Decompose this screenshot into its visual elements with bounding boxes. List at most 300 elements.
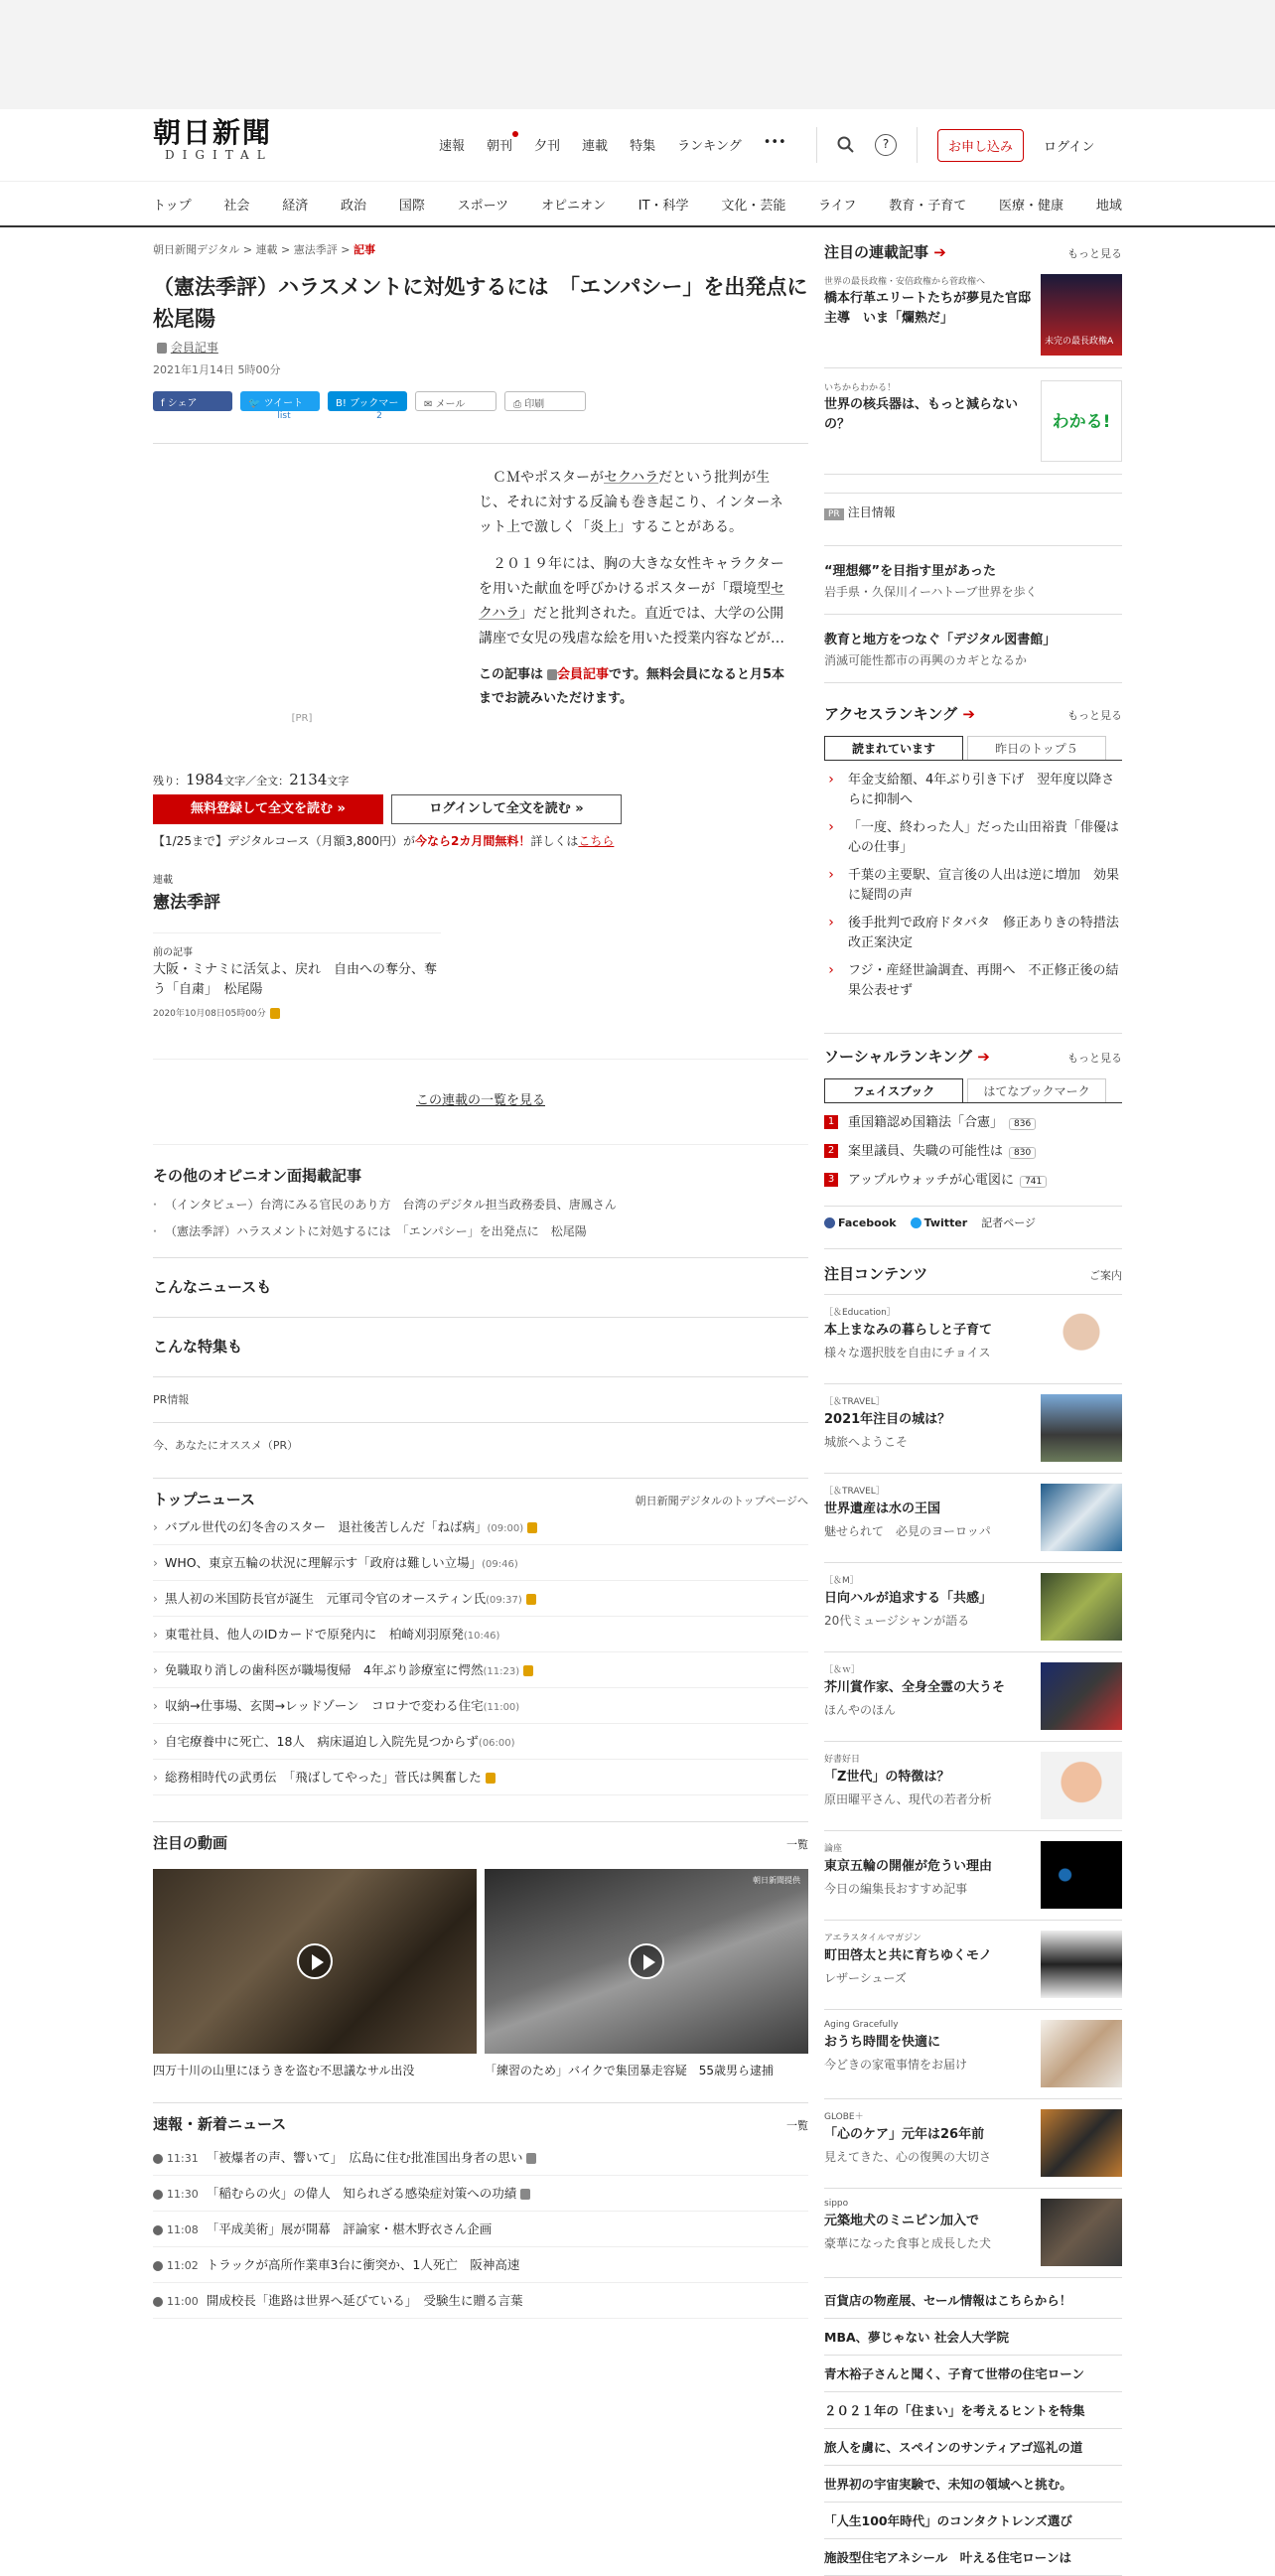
rank-arrow-icon: › — [828, 867, 834, 883]
pr-tag: PR — [824, 508, 844, 520]
recommend-pr: 今、あなたにオススメ（PR） — [153, 1422, 808, 1468]
featured-source: ［＆TRAVEL］ — [824, 1397, 885, 1407]
tw-count[interactable]: list — [277, 411, 291, 421]
more-menu-icon[interactable]: ••• — [763, 135, 786, 150]
news-time: (09:46) — [482, 1559, 518, 1570]
promo-link[interactable]: こちら — [578, 834, 615, 848]
featured-text — [824, 1573, 1033, 1642]
social-ranking-list — [824, 1109, 1122, 1196]
nav-sokuho[interactable]: 速報 — [439, 139, 466, 154]
access-ranking-heading[interactable] — [824, 703, 975, 724]
serial-label: 世界の最長政権・安倍政権から菅政権へ — [824, 277, 986, 287]
sponsored-link[interactable]: 旅人を虜に、スペインのサンティアゴ巡礼の道 — [824, 2429, 1122, 2466]
logo-sub: DIGITAL — [165, 148, 273, 162]
videos-heading: 注目の動画 — [153, 1834, 228, 1852]
featured-source: ［＆M］ — [824, 1576, 859, 1586]
featured-list — [824, 1295, 1122, 2278]
remaining-chars — [153, 771, 808, 788]
featured-text — [824, 2199, 1033, 2267]
lock-icon — [486, 1773, 496, 1784]
social-title: 案里議員、失職の可能性は — [848, 1144, 1004, 1159]
prev-title: 大阪・ミナミに活気よ、戻れ 自由への奪分、奪う「自粛」 松尾陽 — [153, 962, 438, 997]
social-title: 重国籍認め国籍法「合憲」 — [848, 1115, 1004, 1130]
share-count-badge: 830 — [1009, 1147, 1036, 1159]
category-item[interactable]: 国際 — [398, 198, 425, 214]
crumb-series[interactable]: 憲法季評 — [293, 243, 338, 256]
featured-title: 東京五輪の開催が危うい理由 — [824, 1859, 993, 1874]
featured-text — [824, 1484, 1033, 1552]
featured-guide-link[interactable]: ご案内 — [1089, 1269, 1122, 1282]
facebook-link[interactable] — [824, 1216, 897, 1229]
pr-info: PR情報 — [153, 1376, 808, 1422]
notice-b: です。無料会員になると月5本までお読みいただけます。 — [479, 667, 785, 706]
featured-thumbnail — [1041, 2199, 1122, 2266]
featured-text — [824, 2020, 1033, 2088]
featured-title: 世界遺産は水の王国 — [824, 1502, 941, 1516]
featured-title: おうち時間を快適に — [824, 2035, 941, 2050]
remain-label: 残り： — [153, 775, 186, 787]
top-news-heading: トップニュース — [153, 1491, 256, 1508]
crumb-current: 記事 — [354, 243, 375, 256]
mail-button[interactable]: ✉ メール — [415, 391, 496, 411]
sidebar — [824, 227, 1122, 2576]
series-name[interactable]: 憲法季評 — [153, 893, 220, 913]
featured-sub: 見えてきた、心の復興の大切さ — [824, 2150, 992, 2164]
keyword-link[interactable]: セクハラ — [604, 470, 659, 486]
news-title: 自宅療養中に死亡、18人 病床逼迫し入院先見つからず — [165, 1734, 479, 1749]
latest-time: 11:08 — [167, 2223, 199, 2236]
featured-item[interactable] — [824, 1295, 1122, 1384]
lock-icon — [523, 1665, 533, 1676]
featured-source: sippo — [824, 2199, 849, 2209]
category-item[interactable]: 地域 — [1095, 198, 1122, 214]
member-badge[interactable] — [153, 339, 808, 356]
paragraph-1 — [479, 466, 786, 540]
news-title: 東電社員、他人のIDカードで原発内に 柏崎刈羽原発 — [165, 1627, 464, 1642]
related-news-heading: こんなニュースも — [153, 1278, 272, 1296]
featured-sub: 豪華になった食事と成長した犬 — [824, 2236, 992, 2250]
featured-title: 「Z世代」の特徴は？ — [824, 1770, 950, 1785]
hatena-bookmark-button[interactable]: B! ブックマーク — [328, 391, 407, 411]
twitter-icon — [911, 1217, 921, 1228]
social-rank-item[interactable] — [824, 1109, 1122, 1138]
ad-label: [PR] — [291, 713, 313, 724]
video-thumbnail-monkey — [153, 1869, 477, 2054]
keyword-link[interactable]: セクハラ — [479, 581, 784, 622]
news-item[interactable] — [153, 1652, 808, 1688]
featured-item[interactable] — [824, 2189, 1122, 2278]
featured-item[interactable] — [824, 1831, 1122, 1921]
featured-title: 町田啓太と共に育ちゆくモノ — [824, 1948, 992, 1963]
help-icon[interactable]: ? — [875, 134, 897, 156]
rank-arrow-icon: › — [828, 772, 834, 787]
featured-text — [824, 1394, 1033, 1463]
category-item[interactable]: 教育・子育て — [889, 198, 967, 214]
sponsored-link[interactable]: 百貨店の物産展、セール情報はこちらから！ — [824, 2282, 1122, 2319]
register-read-button[interactable]: 無料登録して全文を読む » — [153, 794, 383, 824]
fb-label: シェア — [167, 398, 198, 409]
pr-title: 教育と地方をつなぐ「デジタル図書館」 — [824, 633, 1057, 647]
news-title: 総務相時代の武勇伝 「飛ばしてやった」菅氏は興奮した — [165, 1770, 482, 1785]
promo-b: 詳しくは — [530, 834, 579, 848]
arrow-icon: ➔ — [962, 705, 975, 723]
pr-box — [824, 493, 1122, 683]
news-item[interactable] — [153, 1688, 808, 1724]
sponsored-link[interactable]: ２０２１年の「住まい」を考えるヒントを特集 — [824, 2392, 1122, 2429]
remain-mid: 文字／全文： — [223, 775, 290, 787]
breadcrumb: 朝日新聞デジタル > 連載 > 憲法季評 > 記事 — [153, 243, 375, 256]
featured-text — [824, 1305, 1033, 1373]
top-news-section — [153, 1478, 808, 1795]
serial-heading[interactable] — [824, 241, 946, 262]
site-header — [141, 109, 1134, 181]
serial-thumbnail — [1041, 274, 1122, 356]
top-page-link[interactable]: 朝日新聞デジタルのトップページへ — [635, 1495, 808, 1507]
lock-icon — [270, 1008, 280, 1019]
news-time: (06:00) — [478, 1738, 515, 1749]
news-title: 免職取り消しの歯科医が職場復帰 4年ぶり診療室に愕然 — [165, 1662, 484, 1677]
news-item[interactable] — [153, 1724, 808, 1760]
access-more-link[interactable]: もっと見る — [1067, 709, 1122, 722]
remain-unit: 文字 — [327, 775, 350, 787]
social-rank-item[interactable] — [824, 1138, 1122, 1167]
videos-more-link[interactable]: 一覧 — [786, 1838, 808, 1851]
new-dot-icon — [512, 131, 518, 137]
featured-item[interactable] — [824, 1921, 1122, 2010]
clock-icon — [153, 2261, 163, 2271]
latest-title: 「稲むらの火」の偉人 知られざる感染症対策への功績 — [206, 2186, 517, 2201]
latest-item[interactable] — [153, 2247, 808, 2283]
pr-heading: 注目情報 — [847, 505, 896, 519]
latest-time: 11:00 — [167, 2295, 199, 2308]
featured-title: 2021年注目の城は？ — [824, 1412, 951, 1427]
twitter-tweet-button[interactable]: 🐦 ツイート — [240, 391, 320, 411]
opinion-heading: その他のオピニオン面掲載記事 — [153, 1167, 362, 1185]
social-more-link[interactable]: もっと見る — [1067, 1052, 1122, 1065]
latest-time: 11:02 — [167, 2259, 199, 2272]
ranking-item[interactable] — [824, 862, 1122, 910]
thumb-caption: わかる! — [1052, 412, 1111, 432]
featured-source: ［＆ｗ］ — [824, 1665, 861, 1675]
series-list-link[interactable]: この連載の一覧を見る — [415, 1093, 545, 1108]
featured-sub: 今日の編集長おすすめ記事 — [824, 1882, 968, 1896]
news-title: バブル世代の幻冬舎のスター 退社後苦しんだ「ねば病」 — [165, 1519, 488, 1534]
social-ranking-heading[interactable] — [824, 1046, 990, 1067]
facebook-label: Facebook — [838, 1216, 897, 1229]
list-item[interactable]: ・ （インタビュー）台湾にみる官民のあり方 台湾のデジタル担当政務委員、唐鳳さん — [153, 1196, 808, 1213]
series-label: 連載 — [153, 875, 173, 886]
nav-choukan-label: 朝刊 — [487, 139, 513, 154]
access-tabs — [824, 736, 1122, 761]
latest-more-link[interactable]: 一覧 — [786, 2119, 808, 2132]
header-nav — [439, 135, 786, 154]
featured-thumbnail — [1041, 1931, 1122, 1998]
prev-date-text: 2020年10月08日05時00分 — [153, 1009, 266, 1019]
rank-number: 1 — [824, 1115, 838, 1129]
featured-thumbnail — [1041, 1841, 1122, 1909]
login-link[interactable]: ログイン — [1044, 139, 1095, 155]
featured-title: 元築地犬のミニピン加入で — [824, 2214, 980, 2228]
lock-icon — [520, 2189, 530, 2200]
prev-label: 前の記事 — [153, 947, 193, 958]
featured-source: ［＆TRAVEL］ — [824, 1487, 885, 1497]
news-item[interactable] — [153, 1545, 808, 1581]
p2-a: ２０１９年には、胸の大きな女性キャラクターを用いた献血を呼びかけるポスターが「環境型 — [479, 556, 784, 597]
featured-sub: 城旅へようこそ — [824, 1435, 909, 1449]
article-title: （憲法季評）ハラスメントに対処するには 「エンパシー」を出発点に 松尾陽 — [153, 275, 829, 331]
ranking-title: 千葉の主要駅、宣言後の人出は逆に増加 効果に疑問の声 — [848, 868, 1120, 903]
related-feature-box — [153, 1317, 808, 1376]
news-time: (09:37) — [486, 1595, 522, 1606]
sponsored-links — [824, 2282, 1122, 2576]
latest-title: 開成校長「進路は世界へ延びている」 受験生に贈る言葉 — [206, 2293, 523, 2308]
serial-heading-text: 注目の連載記事 — [824, 243, 929, 261]
crumb-rensai[interactable]: 連載 — [255, 243, 278, 256]
featured-source: Aging Gracefully — [824, 2020, 899, 2030]
header-tools — [816, 127, 1094, 163]
member-notice — [479, 663, 786, 711]
clock-icon — [153, 2225, 163, 2235]
pr-item[interactable] — [824, 546, 1122, 615]
mail-label: メール — [435, 399, 466, 410]
sponsored-link[interactable]: MBA、夢じゃない 社会人大学院 — [824, 2319, 1122, 2356]
category-item[interactable]: 医療・健康 — [999, 198, 1064, 214]
hb-count[interactable]: 2 — [376, 411, 382, 421]
nav-rensai[interactable]: 連載 — [582, 139, 609, 154]
p2-b: 」だと批判された。直近では、大学の公開講座で女児の残虐な絵を用いた授業内容などが… — [479, 606, 784, 646]
tab-facebook[interactable]: フェイスブック — [824, 1078, 963, 1102]
thumb-caption: 未完の最長政権A — [1045, 337, 1114, 347]
notice-a: この記事は — [479, 667, 544, 682]
social-title: アップルウォッチが心電図に — [848, 1173, 1015, 1188]
promo-text — [153, 832, 808, 849]
ad-slot — [153, 444, 451, 732]
featured-text — [824, 1841, 1033, 1910]
access-heading-text: アクセスランキング — [824, 705, 958, 723]
video-watermark: 朝日新聞提供 — [753, 1876, 800, 1885]
nav-choukan[interactable] — [487, 135, 512, 154]
latest-time: 11:30 — [167, 2188, 199, 2201]
news-item[interactable] — [153, 1760, 808, 1795]
pr-item[interactable] — [824, 615, 1122, 683]
featured-sub: 様々な選択肢を自由にチョイス — [824, 1346, 991, 1360]
play-icon[interactable] — [297, 1943, 333, 1979]
article-body-area — [153, 443, 808, 771]
video-caption: 「練習のため」バイクで集団暴走容疑 55歳男ら逮捕 — [485, 2064, 775, 2077]
article-text — [479, 466, 786, 711]
news-item[interactable] — [153, 1509, 808, 1545]
wakaru-logo — [1041, 380, 1122, 462]
latest-title: トラックが高所作業車3台に衝突か、1人死亡 阪神高速 — [206, 2257, 520, 2272]
latest-heading: 速報・新着ニュース — [153, 2115, 287, 2133]
serial-item[interactable] — [824, 262, 1122, 368]
featured-sub: ほんやのほん — [824, 1703, 897, 1717]
pr-sub: 消滅可能性都市の再興のカギとなるか — [824, 653, 1028, 667]
news-item[interactable] — [153, 1617, 808, 1652]
sponsored-link[interactable]: 青木裕子さんと聞く、子育て世帯の住宅ローン — [824, 2356, 1122, 2392]
news-item[interactable] — [153, 1581, 808, 1617]
featured-sub: レザーシューズ — [824, 1971, 907, 1985]
share-counts — [153, 411, 808, 421]
news-time: (09:00) — [487, 1523, 524, 1534]
facebook-share-button[interactable]: f シェア — [153, 391, 232, 411]
latest-time: 11:31 — [167, 2152, 199, 2165]
divider — [917, 127, 918, 163]
featured-item[interactable] — [824, 1474, 1122, 1563]
featured-thumbnail — [1041, 1305, 1122, 1372]
reporter-page-link[interactable]: 記者ページ — [981, 1216, 1036, 1229]
read-buttons — [153, 794, 808, 824]
play-icon[interactable] — [629, 1943, 664, 1979]
member-label: 会員記事 — [170, 341, 218, 355]
news-title: WHO、東京五輪の状況に理解示す「政府は難しい立場」 — [165, 1555, 483, 1570]
sponsored-link[interactable]: 世界初の宇宙実験で、未知の領域へと挑む。 — [824, 2466, 1122, 2503]
featured-sub: 20代ミュージシャンが語る — [824, 1614, 970, 1628]
p1-a: ＣＭやポスターが — [493, 470, 604, 486]
ranking-title: フジ・産経世論調査、再開へ 不正修正後の結果公表せず — [848, 963, 1119, 998]
ranking-item[interactable] — [824, 767, 1122, 814]
clock-icon — [153, 2154, 163, 2164]
paragraph-2 — [479, 552, 786, 651]
prev-date — [153, 1006, 441, 1019]
featured-item[interactable] — [824, 1742, 1122, 1831]
apply-button[interactable]: お申し込み — [937, 129, 1024, 162]
ranking-title: 「一度、終わった人」だった山田裕貴「俳優は心の仕事」 — [848, 820, 1119, 855]
ranking-item[interactable] — [824, 910, 1122, 957]
news-title: 黒人初の米国防長官が誕生 元軍司令官のオースティン氏 — [165, 1591, 487, 1606]
lock-icon — [527, 1522, 537, 1533]
tab-reading[interactable]: 読まれています — [824, 736, 963, 760]
featured-thumbnail — [1041, 1394, 1122, 1462]
latest-item[interactable] — [153, 2176, 808, 2212]
featured-title: 芥川賞作家、全身全霊の大うそ — [824, 1680, 1006, 1695]
category-item[interactable]: スポーツ — [457, 198, 509, 214]
tab-yesterday[interactable]: 昨日のトップ５ — [967, 736, 1106, 760]
remain-num: 1984 — [186, 771, 224, 788]
share-count-badge: 741 — [1020, 1176, 1047, 1188]
category-item[interactable]: トップ — [153, 198, 192, 214]
featured-text — [824, 1752, 1033, 1820]
video-card[interactable] — [485, 1869, 808, 2078]
login-label: ログインして全文を読む — [429, 801, 571, 816]
latest-title: 「平成美術」展が開幕 評論家・椹木野衣さん企画 — [206, 2221, 493, 2236]
list-item[interactable]: ・ （憲法季評）ハラスメントに対処するには 「エンパシー」を出発点に 松尾陽 — [153, 1222, 808, 1239]
serial-item[interactable] — [824, 368, 1122, 475]
video-card[interactable] — [153, 1869, 477, 2078]
featured-thumbnail — [1041, 1573, 1122, 1641]
featured-source: 好書好日 — [824, 1755, 861, 1765]
category-item[interactable]: ライフ — [818, 198, 857, 214]
rank-number: 2 — [824, 1144, 838, 1158]
serial-more-link[interactable]: もっと見る — [1067, 247, 1122, 260]
category-item[interactable]: オピニオン — [540, 198, 606, 214]
latest-item[interactable] — [153, 2283, 808, 2319]
serial-title: 世界の核兵器は、もっと減らないの？ — [824, 397, 1019, 432]
category-item[interactable]: 文化・芸能 — [721, 198, 786, 214]
news-time: (11:23) — [483, 1666, 520, 1677]
twitter-link[interactable] — [911, 1216, 968, 1229]
print-button[interactable]: ⎙ 印刷 — [504, 391, 586, 411]
rank-arrow-icon: › — [828, 962, 834, 978]
promo-a: 【1/25まで】デジタルコース（月額3,800円）が — [153, 834, 415, 848]
category-item[interactable]: IT・科学 — [638, 198, 689, 214]
latest-item[interactable] — [153, 2212, 808, 2247]
register-label: 無料登録して全文を読む — [191, 801, 334, 816]
site-logo[interactable] — [153, 117, 273, 161]
ranking-title: 後手批判で政府ドタバタ 修正ありきの特措法改正案決定 — [848, 916, 1119, 950]
social-rank-item[interactable] — [824, 1167, 1122, 1196]
sponsored-link[interactable]: 「人生100年時代」のコンタクトレンズ選び — [824, 2503, 1122, 2539]
featured-item[interactable] — [824, 1384, 1122, 1474]
login-read-button[interactable]: ログインして全文を読む » — [391, 794, 622, 824]
featured-source: 論座 — [824, 1844, 843, 1854]
nav-ranking[interactable]: ランキング — [677, 139, 742, 154]
featured-item[interactable] — [824, 1563, 1122, 1652]
featured-text — [824, 1662, 1033, 1731]
tab-hatena[interactable]: はてなブックマーク — [967, 1078, 1106, 1102]
sponsored-link[interactable]: 施設型住宅アネシール 叶える住宅ローンは — [824, 2539, 1122, 2576]
featured-title: 「心のケア」元年は26年前 — [824, 2127, 985, 2142]
featured-text — [824, 2109, 1033, 2178]
print-label: 印刷 — [524, 399, 545, 410]
search-icon[interactable] — [837, 136, 855, 154]
related-feature-heading: こんな特集も — [153, 1338, 243, 1356]
latest-news-section — [153, 2102, 808, 2319]
prev-article[interactable] — [153, 932, 441, 1019]
category-item[interactable]: 社会 — [223, 198, 250, 214]
pr-sub: 岩手県・久保川イーハトーブ世界を歩く — [824, 585, 1038, 599]
news-time: (10:46) — [463, 1631, 500, 1642]
divider — [153, 1059, 808, 1060]
featured-sub: 今どきの家電事情をお届け — [824, 2058, 968, 2072]
serial-title: 橋本行革エリートたちが夢見た官邸主導 いま「爛熟だ」 — [824, 291, 1032, 326]
category-item[interactable]: 経済 — [282, 198, 309, 214]
article-date: 2021年1月14日 5時00分 — [153, 363, 281, 376]
p1-b: だという批判が生じ、それに対する反論も巻き起こり、インターネット上で激しく「炎上」することがある。 — [479, 470, 783, 535]
clock-icon — [153, 2297, 163, 2307]
rank-arrow-icon: › — [828, 915, 834, 930]
divider — [816, 127, 817, 163]
ranking-item[interactable] — [824, 814, 1122, 862]
rank-number: 3 — [824, 1173, 838, 1187]
video-thumbnail-bike — [485, 1869, 808, 2054]
related-news-box — [153, 1257, 808, 1317]
category-item[interactable]: 政治 — [341, 198, 367, 214]
arrow-icon: ➔ — [933, 243, 946, 261]
ranking-title: 年金支給額、4年ぶり引き下げ 翌年度以降さらに抑制へ — [848, 773, 1115, 807]
lock-icon — [157, 343, 167, 354]
featured-item[interactable] — [824, 2099, 1122, 2189]
latest-item[interactable] — [153, 2140, 808, 2176]
featured-heading: 注目コンテンツ — [824, 1265, 928, 1283]
nav-tokushu[interactable]: 特集 — [630, 139, 656, 154]
category-nav — [0, 181, 1275, 227]
featured-thumbnail — [1041, 1752, 1122, 1819]
news-title: 収納→仕事場、玄関→レッドゾーン コロナで変わる住宅 — [165, 1698, 484, 1713]
featured-item[interactable] — [824, 1652, 1122, 1742]
ranking-item[interactable] — [824, 957, 1122, 1005]
featured-source: GLOBE＋ — [824, 2112, 864, 2122]
rank-arrow-icon: › — [828, 819, 834, 835]
featured-text — [824, 1931, 1033, 1999]
facebook-icon — [824, 1217, 835, 1228]
featured-item[interactable] — [824, 2010, 1122, 2099]
crumb-home[interactable]: 朝日新聞デジタル — [153, 243, 240, 256]
nav-yukan[interactable]: 夕刊 — [534, 139, 561, 154]
latest-list — [153, 2140, 808, 2319]
social-heading-text: ソーシャルランキング — [824, 1048, 972, 1066]
hb-label: ブックマーク — [336, 398, 399, 424]
